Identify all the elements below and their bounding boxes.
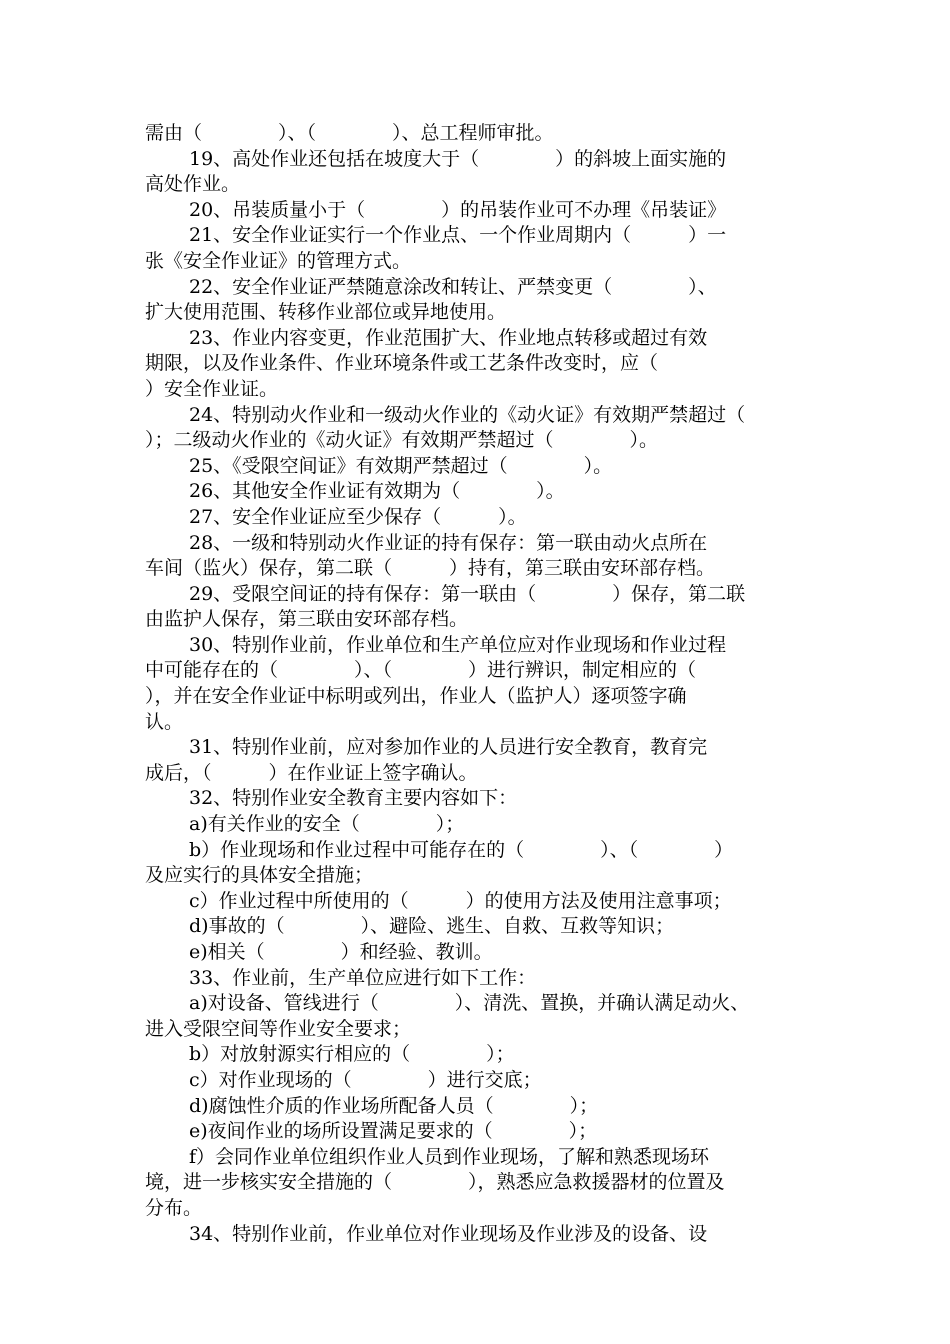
document-line: 成后，（ ）在作业证上签字确认。 (145, 761, 478, 784)
document-line: 19、高处作业还包括在坡度大于（ ）的斜坡上面实施的 (189, 147, 727, 170)
document-line: 28、一级和特别动火作业证的持有保存：第一联由动火点所在 (189, 531, 708, 554)
document-line: 中可能存在的（ ）、（ ）进行辨识，制定相应的（ (145, 659, 697, 682)
document-line: 32、特别作业安全教育主要内容如下： (189, 787, 518, 810)
document-line: d)事故的（ ）、避险、逃生、自救、互救等知识； (189, 915, 675, 938)
document-line: 25、《受限空间证》有效期严禁超过（ ）。 (189, 454, 613, 477)
document-line: 23、作业内容变更，作业范围扩大、作业地点转移或超过有效 (189, 326, 708, 349)
document-line: c）对作业现场的（ ）进行交底； (189, 1068, 542, 1091)
document-line: ）安全作业证。 (145, 377, 279, 400)
document-line: 及应实行的具体安全措施； (145, 864, 374, 887)
document-line: 认。 (145, 710, 184, 733)
document-line: 进入受限空间等作业安全要求； (145, 1017, 412, 1040)
document-line: 33、作业前，生产单位应进行如下工作： (189, 966, 537, 989)
document-line: 22、安全作业证严禁随意涂改和转让、严禁变更（ ）、 (189, 275, 717, 298)
document-line: b）对放射源实行相应的（ ）； (189, 1043, 515, 1066)
document-line: 高处作业。 (145, 173, 241, 196)
document-line: ），并在安全作业证中标明或列出，作业人（监护人）逐项签字确 (145, 685, 687, 708)
document-line: e)夜间作业的场所设置满足要求的（ ）； (189, 1120, 598, 1143)
document-line: ）；二级动火作业的《动火证》有效期严禁超过（ ）。 (145, 429, 659, 452)
document-line: e)相关（ ）和经验、教训。 (189, 941, 493, 963)
document-line: 26、其他安全作业证有效期为（ ）。 (189, 480, 565, 503)
document-line: 境，进一步核实安全措施的（ ），熟悉应急救援器材的位置及 (145, 1171, 725, 1194)
document-line: 34、特别作业前，作业单位对作业现场及作业涉及的设备、设 (189, 1222, 708, 1245)
document-line: c）作业过程中所使用的（ ）的使用方法及使用注意事项； (189, 889, 732, 912)
document-line: 27、安全作业证应至少保存（ ）。 (189, 505, 527, 528)
document-line: 由监护人保存，第三联由安环部存档。 (145, 608, 469, 631)
document-line: 分布。 (145, 1196, 203, 1219)
document-line: 扩大使用范围、转移作业部位或异地使用。 (145, 301, 507, 324)
document-line: 30、特别作业前，作业单位和生产单位应对作业现场和作业过程 (189, 633, 727, 656)
document-line: f）会同作业单位组织作业人员到作业现场，了解和熟悉现场环 (189, 1145, 710, 1168)
document-line: 车间（监火）保存，第二联（ ）持有，第三联由安环部存档。 (145, 557, 716, 580)
document-line: 29、受限空间证的持有保存：第一联由（ ）保存，第二联 (189, 582, 746, 605)
document-line: a)有关作业的安全（ ）； (189, 813, 465, 836)
document-line: a)对设备、管线进行（ ）、清洗、置换，并确认满足动火、 (189, 992, 750, 1015)
document-line: 31、特别作业前，应对参加作业的人员进行安全教育，教育完 (189, 736, 708, 759)
document-line: 需由（ ）、（ ）、总工程师审批。 (145, 122, 554, 144)
document-line: 24、特别动火作业和一级动火作业的《动火证》有效期严禁超过（ (189, 403, 746, 426)
document-line: 张《安全作业证》的管理方式。 (145, 249, 412, 272)
document-line: 期限，以及作业条件、作业环境条件或工艺条件改变时，应（ (145, 352, 659, 375)
document-body (145, 121, 810, 1247)
document-line: d)腐蚀性介质的作业场所配备人员（ ）； (189, 1094, 599, 1117)
document-line: 20、吊装质量小于（ ）的吊装作业可不办理《吊装证》 (189, 198, 727, 221)
document-line: b）作业现场和作业过程中可能存在的（ ）、（ ） (189, 838, 734, 861)
document-line: 21、安全作业证实行一个作业点、一个作业周期内（ ）一 (189, 224, 727, 247)
